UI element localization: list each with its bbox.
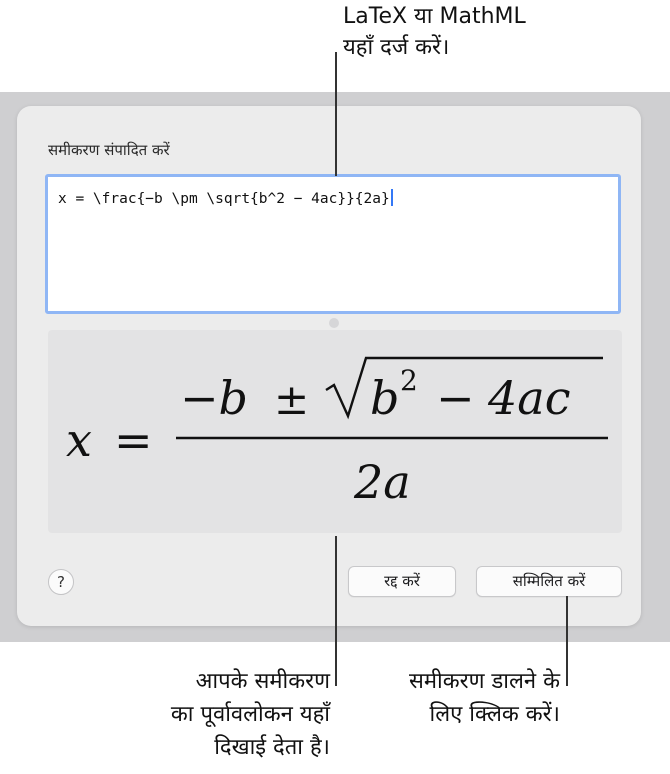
help-button[interactable]: ? [48,569,74,595]
edit-equation-dialog [17,106,641,626]
callout-insert-line1: समीकरण डालने के [408,669,560,694]
text-caret [391,189,393,206]
callout-preview-line3: दिखाई देता है। [214,735,330,760]
callout-leader-preview [335,536,337,686]
callout-editor-line2: यहाँ दर्ज करें। [343,35,450,60]
dialog-title: समीकरण संपादित करें [48,141,170,159]
equation-source-value: x = \frac{−b \pm \sqrt{b^2 − 4ac}}{2a} [58,191,390,207]
insert-button[interactable]: सम्मिलित करें [476,566,622,597]
equation-preview [48,330,622,533]
cancel-button[interactable]: रद्द करें [348,566,456,597]
formula-denominator: 2a [354,455,411,509]
formula-four-a-c: 4ac [488,371,571,425]
callout-preview-line1: आपके समीकरण [195,669,330,694]
formula-equals: = [114,413,153,467]
callout-editor-line1: LaTeX या MathML [343,4,526,29]
callout-leader-editor [335,52,337,176]
equation-source-input[interactable] [45,174,621,314]
equation-source-text [58,189,393,207]
formula-exponent: 2 [400,364,418,397]
callout-insert-line2: लिए क्लिक करें। [429,702,560,727]
resize-handle[interactable] [329,318,339,328]
formula-lhs: x [66,413,92,467]
formula-minus: − [436,371,475,425]
formula-plus-minus: ± [274,375,310,424]
formula-numerator-minus-b: −b [180,371,248,425]
formula-b: b [370,371,400,425]
callout-leader-insert [566,596,568,686]
callout-preview-line2: का पूर्वावलोकन यहाँ [170,702,330,727]
equation-preview-render [48,330,622,533]
